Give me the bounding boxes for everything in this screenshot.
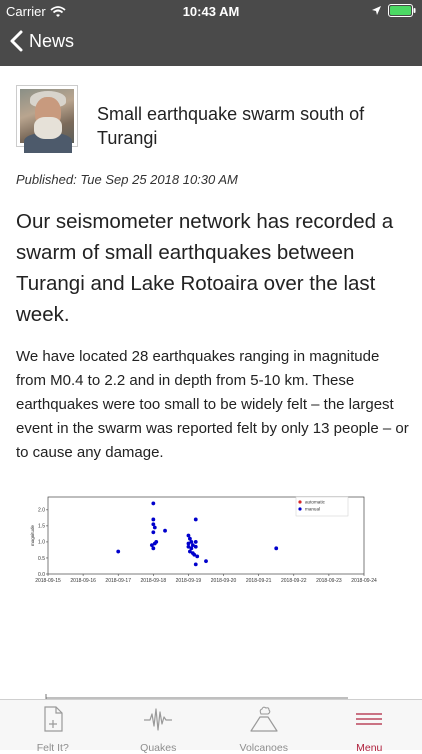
back-button[interactable] [10, 30, 74, 52]
data-point-manual [194, 545, 198, 549]
tab-felt-it[interactable] [0, 700, 106, 750]
y-tick-label: 1.0 [38, 540, 45, 546]
status-right [371, 4, 416, 17]
data-point-manual [192, 553, 196, 557]
legend-label-automatic: automatic [305, 500, 326, 505]
legend-marker-automatic [298, 500, 301, 503]
y-axis-label: magnitude [30, 524, 35, 546]
x-tick-label: 2018-09-20 [211, 578, 237, 584]
data-point-manual [116, 550, 120, 554]
x-tick-label: 2018-09-19 [176, 578, 202, 584]
status-time: 10:43 AM [0, 4, 422, 19]
published-date: Published: Tue Sep 25 2018 10:30 AM [16, 172, 238, 187]
data-point-manual [194, 562, 198, 566]
data-point-manual [274, 546, 278, 550]
location-arrow-icon [371, 5, 382, 16]
y-tick-label: 2.0 [38, 508, 45, 514]
data-point-manual [163, 529, 167, 533]
tab-quakes[interactable] [106, 700, 212, 750]
y-tick-label: 0.5 [38, 556, 45, 562]
data-point-manual [204, 559, 208, 563]
tab-menu[interactable] [317, 700, 422, 750]
data-point-manual [151, 518, 155, 522]
volcano-icon [249, 706, 279, 737]
data-point-manual [194, 518, 198, 522]
data-point-manual [151, 502, 155, 506]
article-body: We have located 28 earthquakes ranging in magnitude from M0.4 to 2.2 and in depth from 5-10 km. These earthquakes were too small to be widely felt – the largest event in the swarm was reported felt by only 13 people – or to cause any damage. [16, 345, 411, 465]
x-tick-label: 2018-09-24 [351, 578, 377, 584]
menu-icon [355, 706, 383, 737]
carrier-label: Carrier [6, 4, 46, 19]
x-tick-label: 2018-09-15 [35, 578, 61, 584]
tab-label: Volcanoes [240, 742, 288, 754]
article-lead: Our seismometer network has recorded a swarm of small earthquakes between Turangi and Lake Rotoaira over the last week. [16, 206, 406, 330]
felt-it-icon [42, 706, 64, 737]
data-point-manual [151, 546, 155, 550]
x-tick-label: 2018-09-16 [70, 578, 96, 584]
chevron-left-icon [10, 30, 23, 52]
navigation-bar [0, 22, 422, 66]
tab-label: Quakes [140, 742, 176, 754]
magnitude-scatter-chart [30, 491, 370, 591]
data-point-manual [153, 542, 157, 546]
tab-volcanoes[interactable] [211, 700, 317, 750]
tab-label: Menu [356, 742, 382, 754]
x-tick-label: 2018-09-17 [105, 578, 131, 584]
legend-label-manual: manual [305, 507, 320, 512]
y-tick-label: 1.5 [38, 524, 45, 530]
data-point-manual [153, 526, 157, 530]
seismograph-icon [143, 706, 173, 737]
article-content[interactable] [0, 66, 422, 699]
data-point-manual [194, 540, 198, 544]
y-tick-label: 0.0 [38, 572, 45, 578]
x-tick-label: 2018-09-23 [316, 578, 342, 584]
author-photo [16, 85, 78, 147]
back-button-label: News [29, 31, 74, 52]
tab-bar [0, 699, 422, 750]
legend-marker-manual [298, 507, 301, 510]
x-tick-label: 2018-09-22 [281, 578, 307, 584]
tab-label: Felt It? [37, 742, 69, 754]
status-bar [0, 0, 422, 22]
data-point-manual [151, 530, 155, 534]
x-tick-label: 2018-09-18 [141, 578, 167, 584]
battery-icon [388, 4, 416, 17]
x-tick-label: 2018-09-21 [246, 578, 272, 584]
article-title: Small earthquake swarm south of Turangi [97, 102, 407, 150]
